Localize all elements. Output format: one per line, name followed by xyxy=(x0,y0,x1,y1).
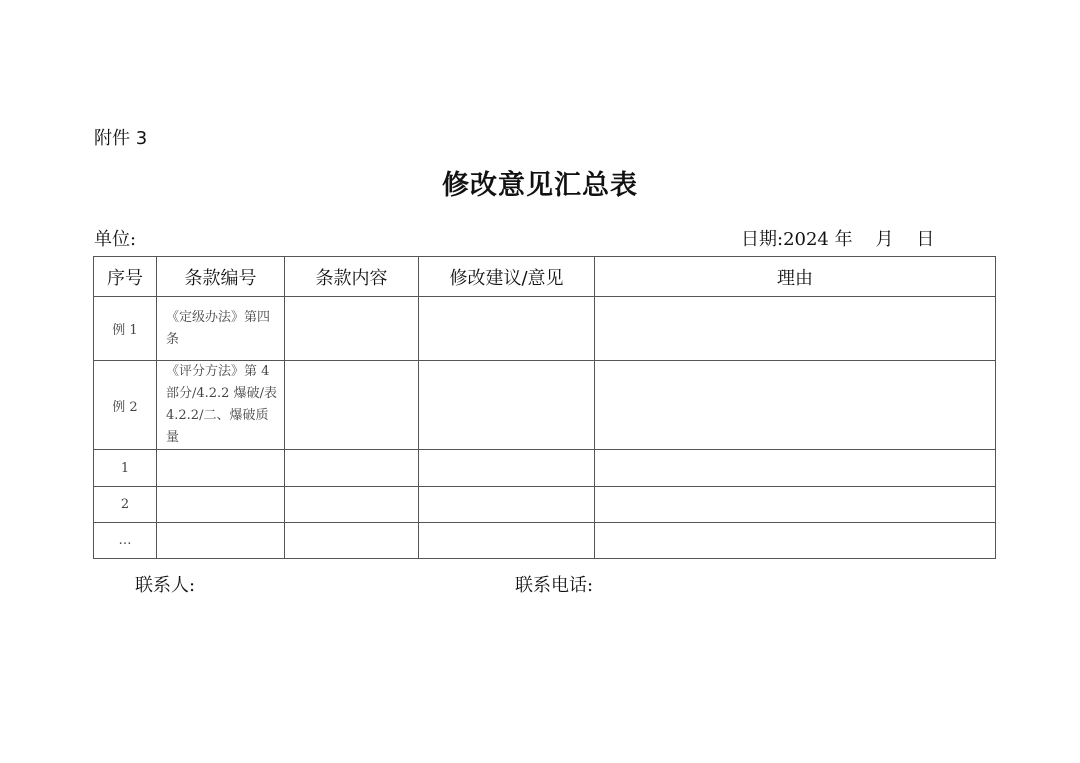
table-header-row xyxy=(94,257,996,297)
cell-suggestion xyxy=(419,297,595,361)
table-row xyxy=(94,487,996,523)
phone-label: 联系电话: xyxy=(515,575,594,596)
table-row xyxy=(94,297,996,361)
header-seq: 序号 xyxy=(94,257,157,297)
cell-seq: … xyxy=(94,523,157,559)
cell-clause-number xyxy=(157,523,285,559)
cell-clause-content xyxy=(285,523,419,559)
cell-suggestion xyxy=(419,487,595,523)
summary-table-container xyxy=(93,256,996,559)
table-row xyxy=(94,450,996,487)
cell-clause-number xyxy=(157,487,285,523)
cell-suggestion xyxy=(419,523,595,559)
cell-reason xyxy=(595,361,996,450)
header-clause-content: 条款内容 xyxy=(285,257,419,297)
header-clause-number: 条款编号 xyxy=(157,257,285,297)
cell-reason xyxy=(595,523,996,559)
cell-reason xyxy=(595,487,996,523)
cell-clause-number: 《评分方法》第 4 部分/4.2.2 爆破/表 4.2.2/二、爆破质量 xyxy=(157,361,285,450)
header-suggestion: 修改建议/意见 xyxy=(419,257,595,297)
unit-label: 单位: xyxy=(94,229,137,250)
cell-seq: 2 xyxy=(94,487,157,523)
cell-clause-number: 《定级办法》第四条 xyxy=(157,297,285,361)
cell-seq: 例 2 xyxy=(94,361,157,450)
table-row xyxy=(94,361,996,450)
cell-clause-content xyxy=(285,297,419,361)
attachment-label: 附件 3 xyxy=(94,128,148,149)
cell-clause-content xyxy=(285,487,419,523)
cell-clause-number xyxy=(157,450,285,487)
cell-suggestion xyxy=(419,361,595,450)
cell-seq: 例 1 xyxy=(94,297,157,361)
cell-reason xyxy=(595,450,996,487)
header-reason: 理由 xyxy=(595,257,996,297)
contact-label: 联系人: xyxy=(135,575,196,596)
date-label: 日期:2024 年 月 日 xyxy=(741,229,935,250)
cell-clause-content xyxy=(285,450,419,487)
cell-suggestion xyxy=(419,450,595,487)
page-title: 修改意见汇总表 xyxy=(442,170,638,201)
cell-seq: 1 xyxy=(94,450,157,487)
summary-table xyxy=(93,256,996,559)
cell-reason xyxy=(595,297,996,361)
cell-clause-content xyxy=(285,361,419,450)
table-row xyxy=(94,523,996,559)
